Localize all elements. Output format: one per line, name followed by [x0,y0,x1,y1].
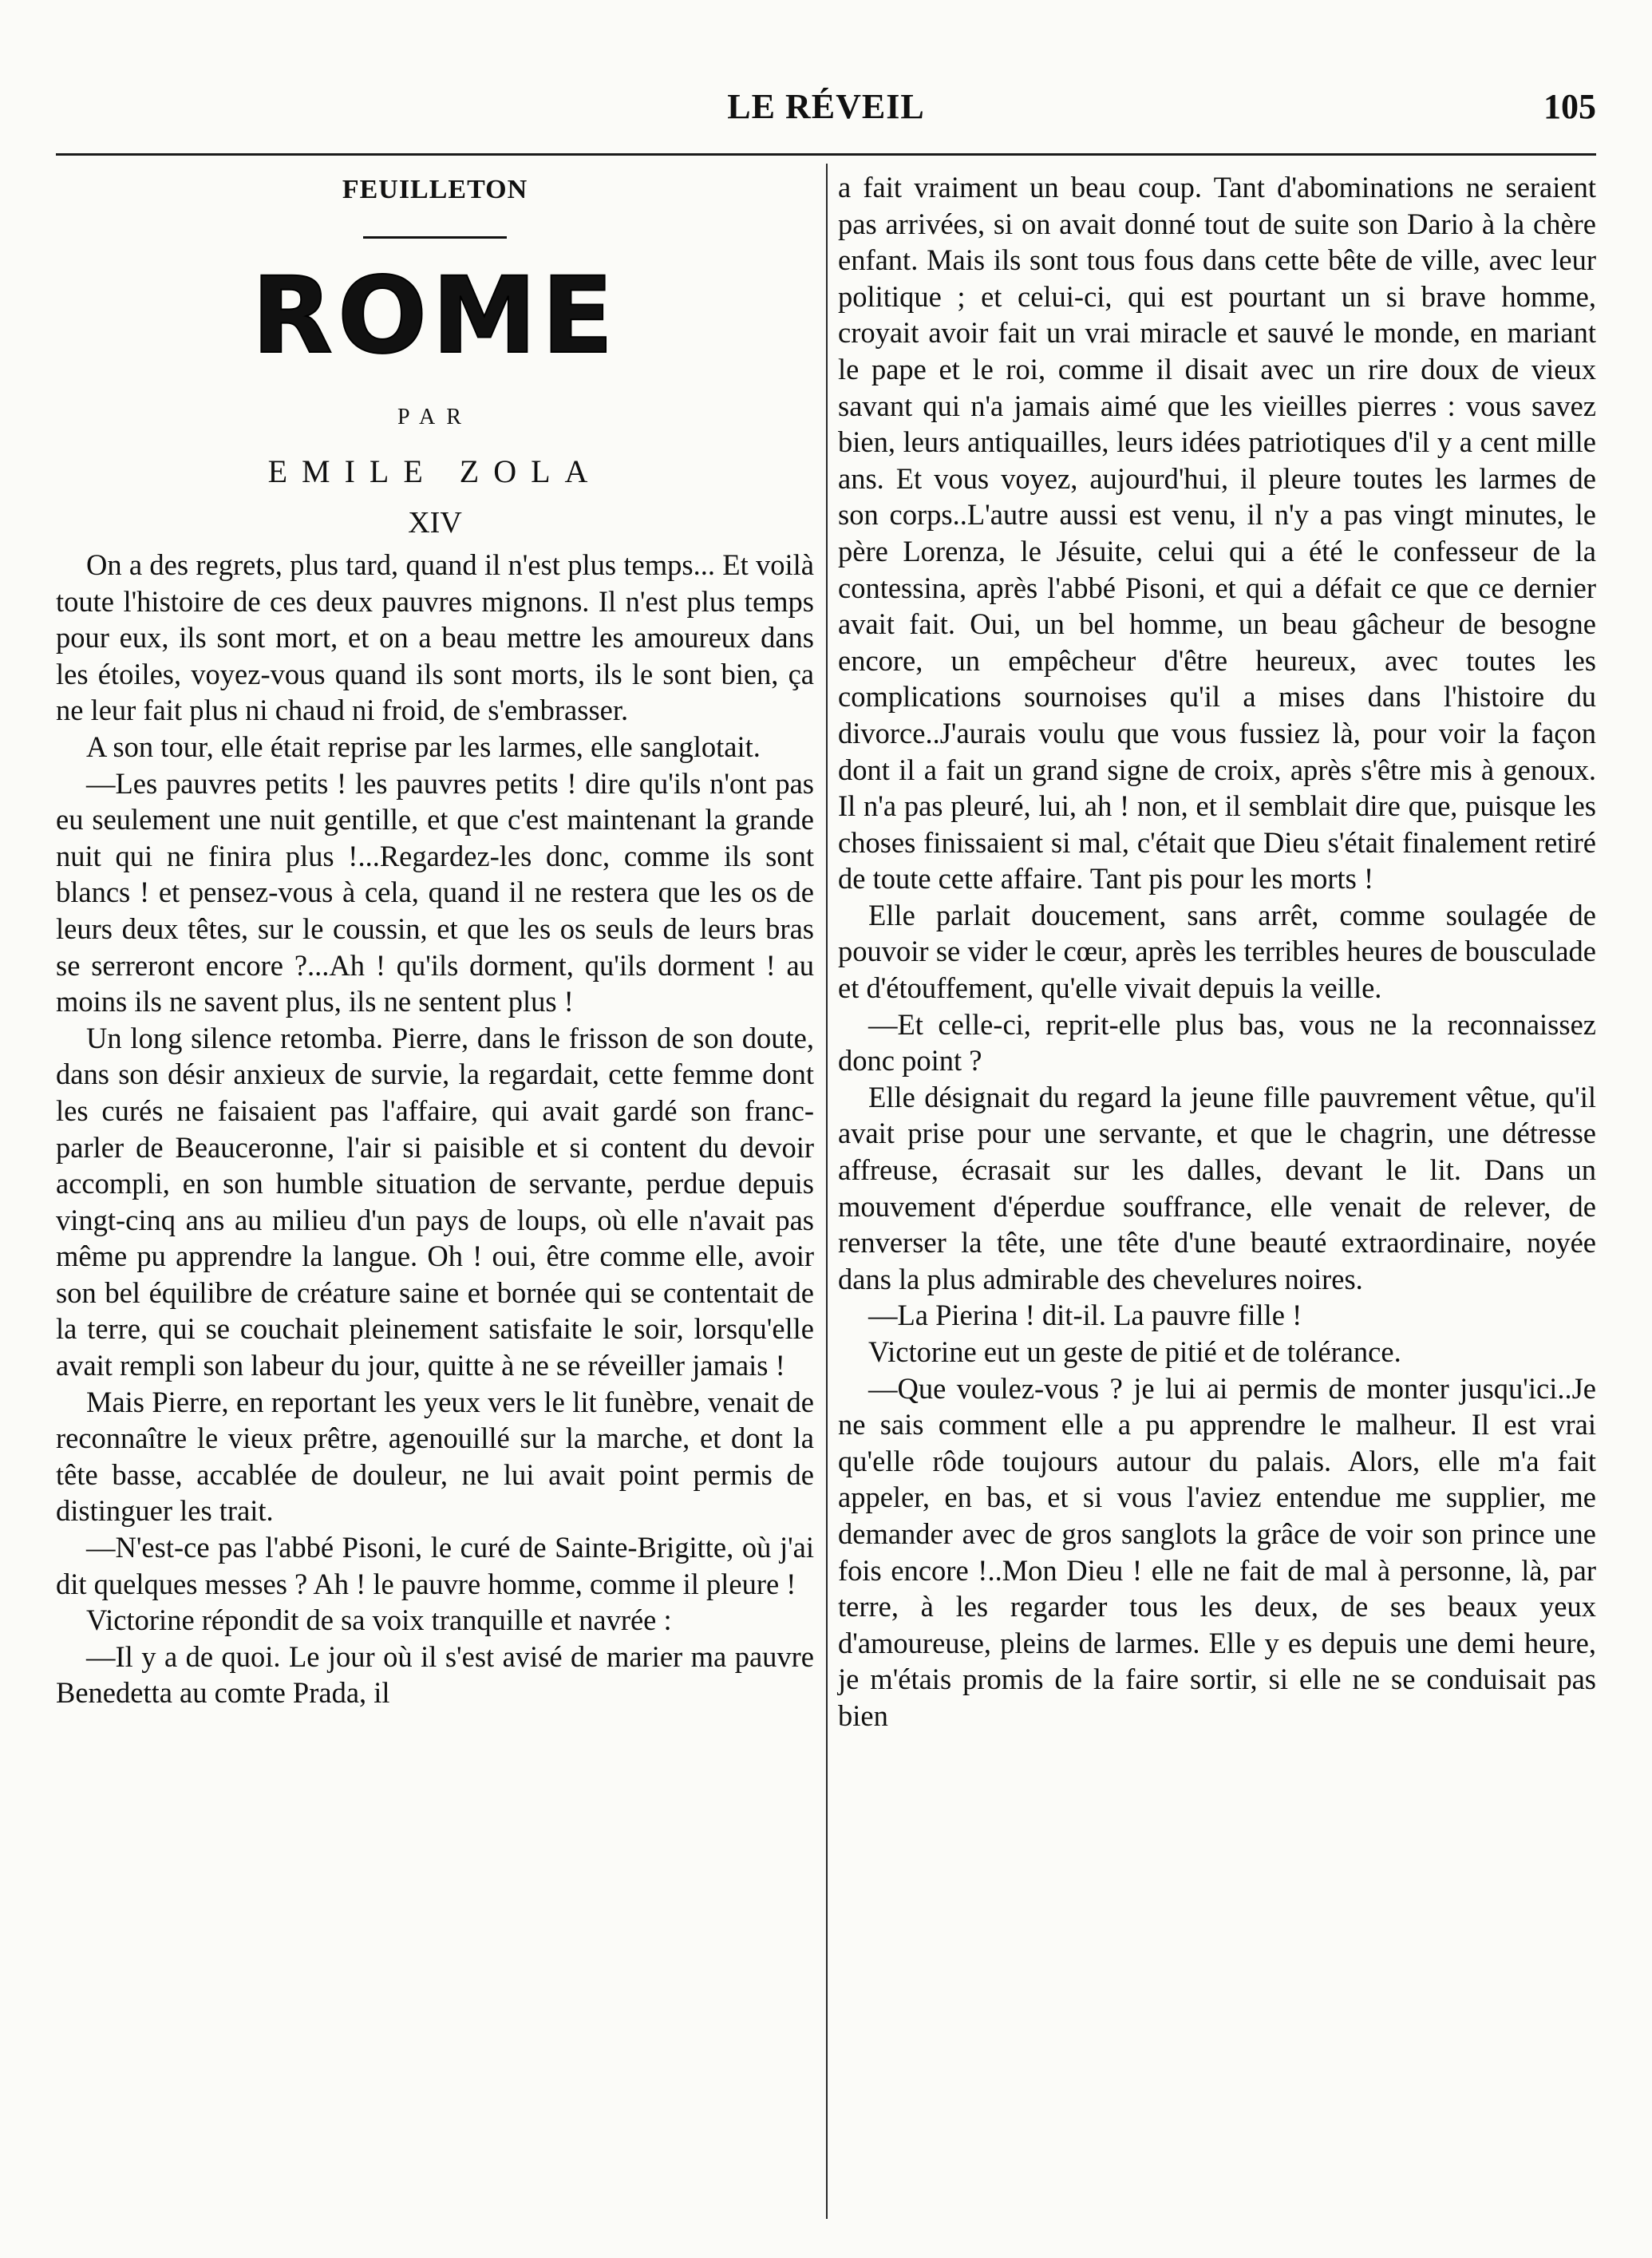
page-number: 105 [1543,87,1596,126]
paragraph: On a des regrets, plus tard, quand il n'est plus temps... Et voilà toute l'histoire de ces deux pauvres mignons. Il n'est plus temps pour eux, ils sont mort, et on a beau mettre les amoureux dans les étoiles, voyez-vous quand ils sont morts, ils le sont bien, ça ne leur fait plus ni chaud ni froid, de s'embrasser. [56,548,814,727]
paragraph: —Que voulez-vous ? je lui ai permis de monter jusqu'ici..Je ne sais comment elle a pu apprendre le malheur. Il est vrai qu'elle rôde toujours autour du palais. Alors, elle m'a fait appeler, en bas, et si vous l'aviez entendue me supplier, me demander avec de gros sanglots la grâce de voir son prince une fois encore !..Mon Dieu ! elle ne fait de mal à personne, là, par terre, à les regarder tous les deux, de ses beaux yeux d'amoureuse, pleins de larmes. Elle y es depuis une demi heure, je m'étais promis de la faire sortir, si elle ne se conduisait pas bien [838,1371,1596,1732]
novel-title: ROME [251,255,619,378]
by-line: PAR [397,405,472,429]
paragraph: Mais Pierre, en reportant les yeux vers le lit funèbre, venait de reconnaître le vieux prêtre, agenouillé sur la marche, et dont la tête basse, accablée de douleur, ne lui avait point permis de distinguer les trait. [56,1385,814,1528]
paragraph: —La Pierina ! dit-il. La pauvre fille ! [868,1299,1302,1332]
running-title: LE RÉVEIL [727,87,925,126]
section-label: FEUILLETON [342,175,528,204]
paragraph: Victorine répondit de sa voix tranquille et navrée : [86,1604,672,1637]
paragraph: Victorine eut un geste de pitié et de tolérance. [868,1335,1401,1368]
paragraph: a fait vraiment un beau coup. Tant d'abominations ne seraient pas arrivées, si on avait donné tout de suite son Dario à la chère enfant. Mais ils sont tous fous dans cette bête de ville, avec leur politique ; et celui-ci, qui est pourtant un si brave homme, croyait avoir fait un vrai miracle et sauvé le monde, en mariant le pape et le roi, comme il disait avec un rire doux de vieux savant qui n'a jamais aimé que les vieilles pierres : vous savez bien, leurs antiquailles, leurs idées patriotiques d'il y a cent mille ans. Et vous voyez, aujourd'hui, il pleure toutes les larmes de son corps..L'autre aussi est venu, il n'y a pas vingt minutes, le père Lorenza, le Jésuite, celui qui a été le confesseur de la contessina, après l'abbé Pisoni, et qui a défait ce que ce dernier avait fait. Oui, un bel homme, un beau gâcheur de besogne encore, un empêcheur d'être heureux, avec toutes les complications sournoises qu'il a mises dans l'histoire du divorce..J'aurais voulu que vous fussiez là, pour voir la façon dont il a fait un grand signe de croix, après s'être mis à genoux. Il n'a pas pleuré, lui, ah ! non, et il semblait dire que, puisque les choses finissaient si mal, c'était que Dieu s'était finalement retiré de toute cette affaire. Tant pis pour les morts ! [838,171,1596,896]
paragraph: Elle parlait doucement, sans arrêt, comme soulagée de pouvoir se vider le cœur, après les terribles heures de bousculade et d'étouffement, qu'elle vivait depuis la veille. [838,898,1596,1005]
paragraph: Un long silence retomba. Pierre, dans le frisson de son doute, dans son désir anxieux de survie, la regardait, cette femme dont les curés ne faisaient pas l'affaire, qui avait gardé son franc-parler de Beauceronne, l'air si paisible et si content du devoir accompli, en son humble situation de servante, perdue depuis vingt-cinq ans au milieu d'un pays de loups, où elle n'avait pas même pu apprendre la langue. Oh ! oui, être comme elle, avoir son bel équilibre de créature saine et bornée qui se contentait de la terre, qui se couchait pleinement satisfaite le soir, lorsqu'elle avait rempli son labeur du jour, quitte à ne se réveiller jamais ! [56,1021,814,1382]
paragraph: A son tour, elle était reprise par les larmes, elle sanglotait. [86,730,761,763]
feuilleton-masthead [56,172,814,542]
paragraph: —Les pauvres petits ! les pauvres petits ! dire qu'ils n'ont pas eu seulement une nuit gentille, et que c'est maintenant la grande nuit qui ne finira plus !...Regardez-les donc, comme ils sont blancs ! et pensez-vous à cela, quand il ne restera que les os de leurs deux têtes, sur le coussin, et que les os seuls de leurs bras se serreront encore ?...Ah ! qu'ils dorment, qu'ils dorment ! au moins ils ne savent plus, ils ne sentent plus ! [56,766,814,1018]
right-column [838,169,1596,1734]
column-divider [826,164,828,2219]
paragraph: —Il y a de quoi. Le jour où il s'est avisé de marier ma pauvre Benedetta au comte Prada, il [56,1639,814,1710]
header-rule [56,153,1596,156]
left-column [56,169,814,1711]
chapter-number: XIV [408,506,462,540]
paragraph: —Et celle-ci, reprit-elle plus bas, vous ne la reconnaissez donc point ? [838,1007,1596,1078]
paragraph: Elle désignait du regard la jeune fille pauvrement vêtue, qu'il avait prise pour une servante, et que le chagrin, une détresse affreuse, écrasait sur les dalles, devant le lit. Dans un mouvement d'éperdue souffrance, elle venait de relever, de renverser la tête, une tête d'une beauté extraordinaire, noyée dans la plus admirable des chevelures noires. [838,1080,1596,1295]
author-name: EMILE ZOLA [267,453,603,489]
masthead-rule [363,236,507,239]
left-body-text [56,547,814,1711]
paragraph: —N'est-ce pas l'abbé Pisoni, le curé de Sainte-Brigitte, où j'ai dit quelques messes ? Ah ! le pauvre homme, comme il pleure ! [56,1531,814,1600]
page-header [56,86,1596,134]
